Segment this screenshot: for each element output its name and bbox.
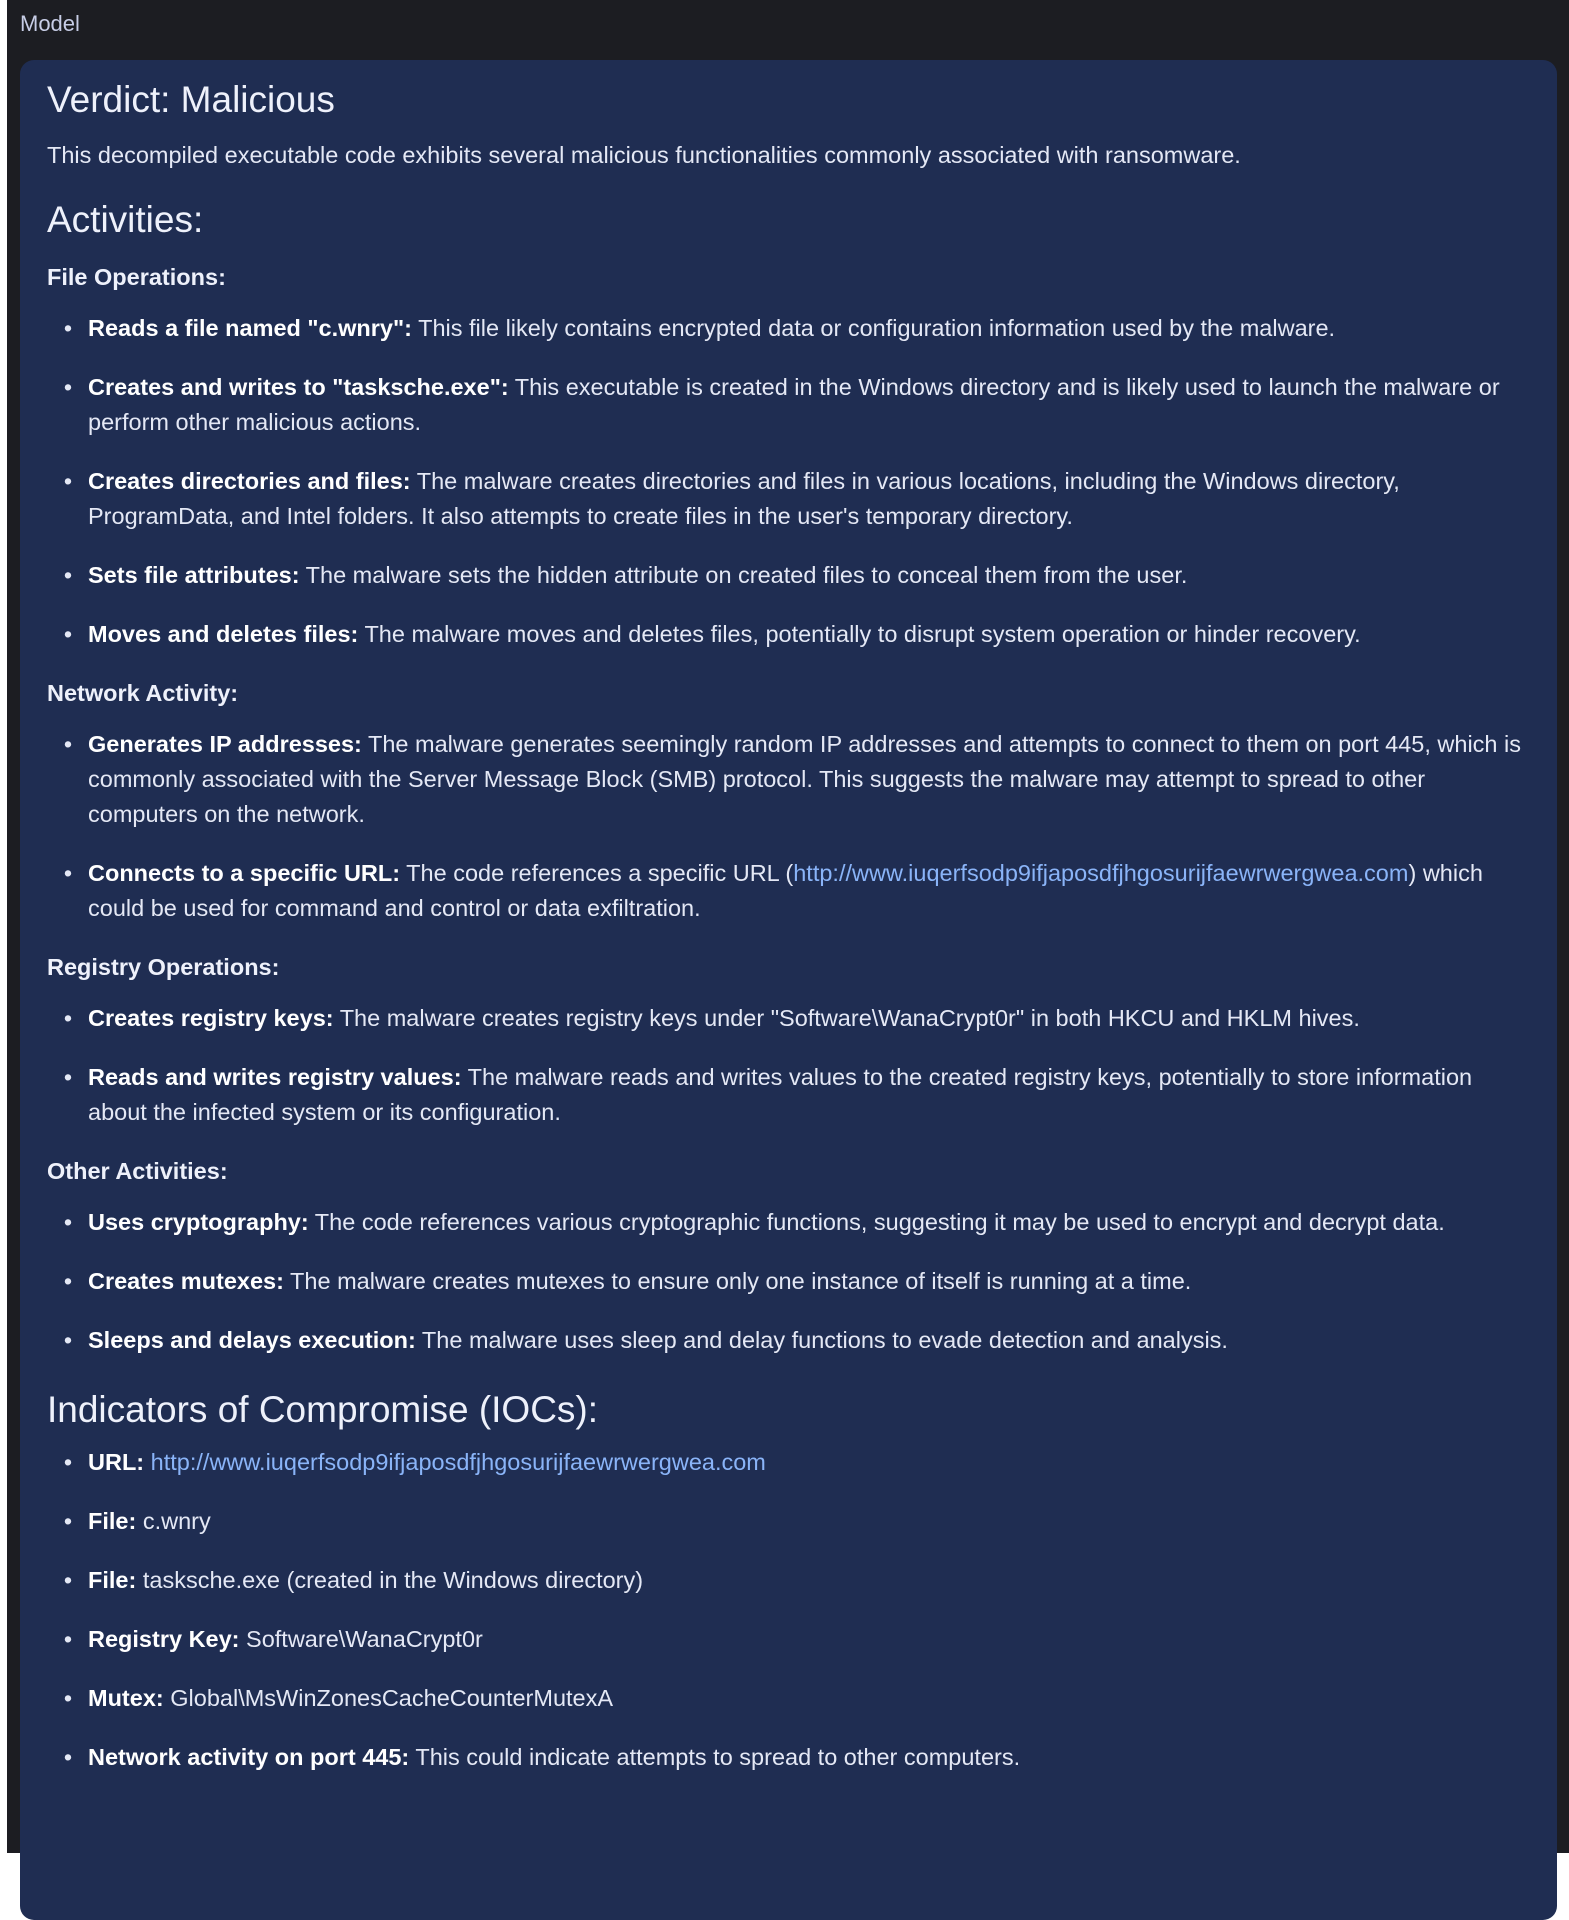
list-item: [47, 1504, 1557, 1539]
bullet-icon: •: [63, 562, 73, 588]
malicious-url-link[interactable]: http://www.iuqerfsodp9ifjaposdfjhgosurijfaewrwergwea.com: [793, 860, 1409, 886]
list-item: [47, 1445, 1557, 1480]
chat-window: [7, 0, 1569, 1853]
item-label: Reads a file named "c.wnry":: [88, 315, 412, 341]
item-label: Connects to a specific URL:: [88, 860, 401, 886]
bullet-icon: •: [63, 1744, 73, 1770]
registry-operations-list: [47, 1001, 1557, 1130]
list-item: [47, 617, 1557, 652]
item-text: Software\WanaCrypt0r: [239, 1626, 483, 1652]
network-activity-list: [47, 727, 1557, 926]
list-item: [47, 1740, 1557, 1775]
bullet-icon: •: [63, 1685, 73, 1711]
bullet-icon: •: [63, 1626, 73, 1652]
iocs-heading: Indicators of Compromise (IOCs):: [47, 1389, 599, 1430]
item-text: Global\MsWinZonesCacheCounterMutexA: [163, 1685, 614, 1711]
item-label: Creates and writes to "tasksche.exe":: [88, 374, 509, 400]
verdict-summary: This decompiled executable code exhibits several malicious functionalities commonly associated with ransomware.: [47, 142, 1241, 168]
item-text: This executable is created in the Windows directory and is likely used to launch the malware or perform other malicious actions.: [88, 374, 1500, 435]
item-text: ) which could be used for command and control or data exfiltration.: [88, 860, 1483, 921]
list-item: [47, 1563, 1557, 1598]
list-item: [47, 727, 1557, 832]
list-item: [47, 311, 1557, 346]
item-label: File:: [88, 1567, 137, 1593]
item-label: Creates directories and files:: [88, 468, 411, 494]
item-label: Network activity on port 445:: [88, 1744, 410, 1770]
item-text: The malware sets the hidden attribute on created files to conceal them from the user.: [299, 562, 1188, 588]
bullet-icon: •: [63, 860, 73, 886]
item-text: The malware creates registry keys under "Software\WanaCrypt0r" in both HKCU and HKLM hives.: [333, 1005, 1360, 1031]
bullet-icon: •: [63, 1567, 73, 1593]
item-text: The malware moves and deletes files, potentially to disrupt system operation or hinder recovery.: [358, 621, 1361, 647]
list-item: [47, 856, 1557, 926]
list-item: [47, 370, 1557, 440]
bullet-icon: •: [63, 1064, 73, 1090]
item-text: The malware creates mutexes to ensure only one instance of itself is running at a time.: [283, 1268, 1192, 1294]
iocs-list: [47, 1445, 1557, 1775]
bullet-icon: •: [63, 468, 73, 494]
item-label: File:: [88, 1508, 137, 1534]
bullet-icon: •: [63, 621, 73, 647]
file-operations-heading: File Operations:: [47, 264, 226, 290]
bullet-icon: •: [63, 1005, 73, 1031]
bullet-icon: •: [63, 315, 73, 341]
other-activities-list: [47, 1205, 1557, 1358]
bullet-icon: •: [63, 374, 73, 400]
network-activity-heading: Network Activity:: [47, 680, 239, 706]
bullet-icon: •: [63, 1449, 73, 1475]
list-item: [47, 1681, 1557, 1716]
item-text: The code references a specific URL (: [400, 860, 794, 886]
ioc-url-link[interactable]: http://www.iuqerfsodp9ifjaposdfjhgosurijfaewrwergwea.com: [150, 1449, 766, 1475]
item-label: URL:: [88, 1449, 145, 1475]
item-text: The malware uses sleep and delay functions to evade detection and analysis.: [415, 1327, 1228, 1353]
activities-heading: Activities:: [47, 199, 204, 240]
item-text: c.wnry: [136, 1508, 211, 1534]
list-item: [47, 1060, 1557, 1130]
item-text: This file likely contains encrypted data or configuration information used by the malware.: [411, 315, 1336, 341]
item-label: Reads and writes registry values:: [88, 1064, 462, 1090]
verdict-title: Verdict: Malicious: [47, 79, 335, 120]
item-label: Mutex:: [88, 1685, 164, 1711]
bullet-icon: •: [63, 1508, 73, 1534]
registry-operations-heading: Registry Operations:: [47, 954, 280, 980]
list-item: [47, 1205, 1557, 1240]
list-item: [47, 1264, 1557, 1299]
item-label: Registry Key:: [88, 1626, 240, 1652]
item-text: tasksche.exe (created in the Windows directory): [136, 1567, 644, 1593]
bullet-icon: •: [63, 1327, 73, 1353]
item-label: Creates mutexes:: [88, 1268, 284, 1294]
item-label: Uses cryptography:: [88, 1209, 309, 1235]
list-item: [47, 558, 1557, 593]
item-label: Sets file attributes:: [88, 562, 300, 588]
list-item: [47, 464, 1557, 534]
item-text: This could indicate attempts to spread to other computers.: [409, 1744, 1021, 1770]
bullet-icon: •: [63, 1268, 73, 1294]
file-operations-list: [47, 311, 1557, 652]
list-item: [47, 1001, 1557, 1036]
bullet-icon: •: [63, 1209, 73, 1235]
item-text: The malware creates directories and files in various locations, including the Windows directory, ProgramData, and Intel folders. It also attempts to create files in the user's temporary directory.: [88, 468, 1400, 529]
bullet-icon: •: [63, 731, 73, 757]
item-label: Moves and deletes files:: [88, 621, 359, 647]
item-label: Generates IP addresses:: [88, 731, 362, 757]
item-text: The code references various cryptographic functions, suggesting it may be used to encrypt and decrypt data.: [308, 1209, 1445, 1235]
list-item: [47, 1622, 1557, 1657]
item-label: Creates registry keys:: [88, 1005, 334, 1031]
other-activities-heading: Other Activities:: [47, 1158, 228, 1184]
item-text: The malware reads and writes values to the created registry keys, potentially to store information about the infected system or its configuration.: [88, 1064, 1473, 1125]
item-text: The malware generates seemingly random IP addresses and attempts to connect to them on port 445, which is commonly associated with the Server Message Block (SMB) protocol. This suggests the malware may attempt to spread to other computers on the network.: [88, 731, 1521, 827]
list-item: [47, 1323, 1557, 1358]
item-label: Sleeps and delays execution:: [88, 1327, 416, 1353]
role-label: Model: [20, 11, 80, 36]
model-response-card: [20, 60, 1557, 1920]
